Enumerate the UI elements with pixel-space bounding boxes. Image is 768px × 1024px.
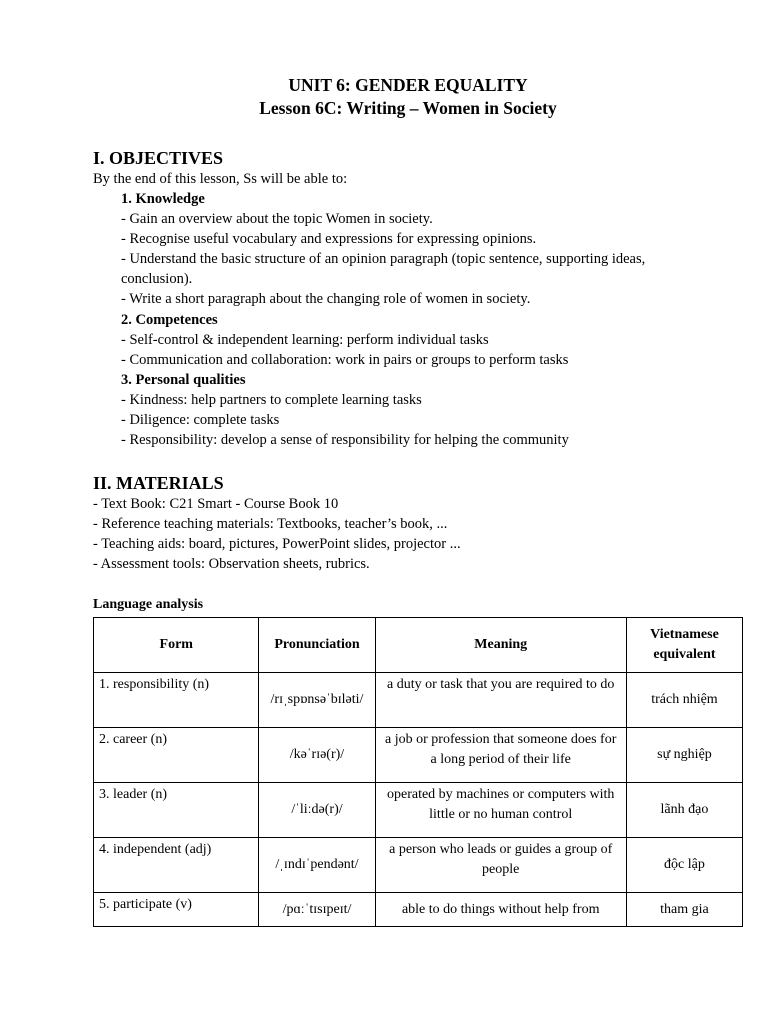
lesson-title: Lesson 6C: Writing – Women in Society bbox=[259, 98, 557, 118]
cell-vietnamese: sự nghiệp bbox=[626, 728, 742, 783]
cell-form: 2. career (n) bbox=[94, 728, 259, 783]
cell-pronunciation: /ˈliːdə(r)/ bbox=[259, 783, 375, 838]
cell-meaning: a job or profession that someone does for a long period of their life bbox=[375, 728, 626, 783]
materials-heading: II. MATERIALS bbox=[93, 473, 224, 493]
table-row bbox=[94, 783, 743, 838]
unit-title: UNIT 6: GENDER EQUALITY bbox=[288, 75, 528, 95]
objectives-intro: By the end of this lesson, Ss will be able to: bbox=[93, 171, 348, 187]
cell-form: 5. participate (v) bbox=[94, 893, 259, 927]
cell-meaning: operated by machines or computers with little or no human control bbox=[375, 783, 626, 838]
cell-form: 3. leader (n) bbox=[94, 783, 259, 838]
quality-item: - Kindness: help partners to complete learning tasks bbox=[121, 392, 422, 408]
table-row bbox=[94, 893, 743, 927]
cell-form: 1. responsibility (n) bbox=[94, 673, 259, 728]
materials-item: - Reference teaching materials: Textbooks, teacher’s book, ... bbox=[93, 516, 448, 532]
cell-vietnamese: độc lập bbox=[626, 838, 742, 893]
header-vietnamese: Vietnamese equivalent bbox=[626, 618, 742, 673]
knowledge-item: - Write a short paragraph about the changing role of women in society. bbox=[121, 291, 531, 307]
knowledge-heading: 1. Knowledge bbox=[121, 191, 205, 207]
knowledge-item: conclusion). bbox=[121, 271, 193, 287]
competence-item: - Communication and collaboration: work in pairs or groups to perform tasks bbox=[121, 352, 569, 368]
language-analysis-table bbox=[93, 617, 743, 927]
header-meaning: Meaning bbox=[375, 618, 626, 673]
cell-pronunciation: /pɑːˈtɪsɪpeɪt/ bbox=[259, 893, 375, 927]
cell-pronunciation: /kəˈrɪə(r)/ bbox=[259, 728, 375, 783]
qualities-heading: 3. Personal qualities bbox=[121, 372, 246, 388]
table-row bbox=[94, 728, 743, 783]
competence-item: - Self-control & independent learning: perform individual tasks bbox=[121, 332, 489, 348]
cell-meaning: a person who leads or guides a group of people bbox=[375, 838, 626, 893]
cell-pronunciation: /rɪˌspɒnsəˈbɪləti/ bbox=[259, 673, 375, 728]
table-row bbox=[94, 673, 743, 728]
quality-item: - Responsibility: develop a sense of responsibility for helping the community bbox=[121, 432, 569, 448]
table-header-row bbox=[94, 618, 743, 673]
cell-vietnamese: lãnh đạo bbox=[626, 783, 742, 838]
header-pronunciation: Pronunciation bbox=[259, 618, 375, 673]
knowledge-item: - Recognise useful vocabulary and expressions for expressing opinions. bbox=[121, 231, 537, 247]
cell-vietnamese: trách nhiệm bbox=[626, 673, 742, 728]
objectives-heading: I. OBJECTIVES bbox=[93, 148, 224, 168]
header-form: Form bbox=[94, 618, 259, 673]
knowledge-item: - Understand the basic structure of an opinion paragraph (topic sentence, supporting ideas, bbox=[121, 251, 646, 267]
cell-form: 4. independent (adj) bbox=[94, 838, 259, 893]
materials-item: - Text Book: C21 Smart - Course Book 10 bbox=[93, 496, 339, 512]
cell-meaning: able to do things without help from bbox=[375, 893, 626, 927]
table-row bbox=[94, 838, 743, 893]
quality-item: - Diligence: complete tasks bbox=[121, 412, 280, 428]
materials-item: - Assessment tools: Observation sheets, rubrics. bbox=[93, 556, 370, 572]
materials-item: - Teaching aids: board, pictures, PowerPoint slides, projector ... bbox=[93, 536, 461, 552]
knowledge-item: - Gain an overview about the topic Women in society. bbox=[121, 211, 433, 227]
competences-heading: 2. Competences bbox=[121, 312, 218, 328]
language-analysis-caption: Language analysis bbox=[93, 597, 204, 612]
cell-pronunciation: /ˌɪndɪˈpendənt/ bbox=[259, 838, 375, 893]
cell-vietnamese: tham gia bbox=[626, 893, 742, 927]
cell-meaning: a duty or task that you are required to do bbox=[375, 673, 626, 728]
